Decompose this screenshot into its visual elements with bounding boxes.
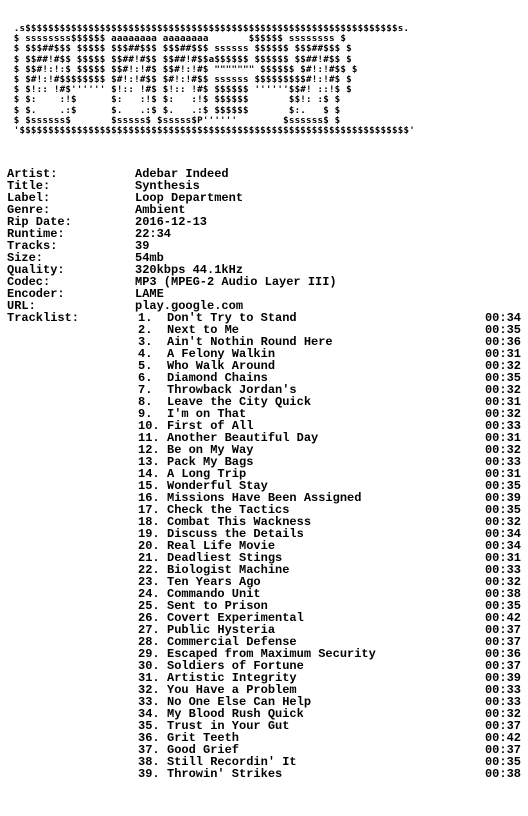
track-title: Public Hysteria (167, 623, 276, 637)
info-label: Tracks: (7, 239, 58, 253)
track-number: 34. (138, 707, 160, 721)
track-number: 6. (138, 371, 153, 385)
track-number: 7. (138, 383, 153, 397)
info-value: 39 (135, 239, 150, 253)
info-value: 54mb (135, 251, 164, 265)
info-row (7, 192, 521, 204)
track-number: 26. (138, 611, 160, 625)
track-title: You Have a Problem (167, 683, 297, 697)
track-title: Covert Experimental (167, 611, 304, 625)
track-number: 21. (138, 551, 160, 565)
info-value: Loop Department (135, 191, 244, 205)
track-duration: 00:37 (484, 719, 521, 733)
track-title: Still Recordin' It (167, 755, 297, 769)
track-duration: 00:39 (484, 671, 521, 685)
info-label: Genre: (7, 203, 51, 217)
track-number: 25. (138, 599, 160, 613)
track-duration: 00:36 (484, 335, 521, 349)
track-title: Ain't Nothin Round Here (167, 335, 333, 349)
track-number: 39. (138, 767, 160, 781)
info-row (7, 288, 521, 300)
track-duration: 00:37 (484, 635, 521, 649)
track-title: Commercial Defense (167, 635, 297, 649)
info-row (7, 216, 521, 228)
track-title: Soldiers of Fortune (167, 659, 304, 673)
info-value: LAME (135, 287, 164, 301)
track-number: 27. (138, 623, 160, 637)
release-info (7, 168, 521, 780)
track-title: Biologist Machine (167, 563, 290, 577)
track-number: 13. (138, 455, 160, 469)
track-title: Artistic Integrity (167, 671, 297, 685)
track-title: Don't Try to Stand (167, 311, 297, 325)
track-number: 33. (138, 695, 160, 709)
track-duration: 00:31 (484, 395, 521, 409)
track-row (7, 312, 521, 324)
track-title: Missions Have Been Assigned (167, 491, 362, 505)
track-title: Trust in Your Gut (167, 719, 290, 733)
track-title: Who Walk Around (167, 359, 276, 373)
info-value: Ambient (135, 203, 186, 217)
track-number: 1. (138, 311, 153, 325)
track-duration: 00:32 (484, 443, 521, 457)
track-number: 9. (138, 407, 153, 421)
track-duration: 00:37 (484, 623, 521, 637)
track-number: 16. (138, 491, 160, 505)
info-label: Runtime: (7, 227, 65, 241)
track-number: 23. (138, 575, 160, 589)
info-value: MP3 (MPEG-2 Audio Layer III) (135, 275, 337, 289)
track-duration: 00:35 (484, 371, 521, 385)
track-row (7, 444, 521, 456)
info-label: URL: (7, 299, 36, 313)
track-title: Combat This Wackness (167, 515, 312, 529)
track-title: Discuss the Details (167, 527, 304, 541)
track-duration: 00:32 (484, 383, 521, 397)
track-title: A Long Trip (167, 467, 247, 481)
track-row (7, 396, 521, 408)
track-title: First of All (167, 419, 254, 433)
track-title: Diamond Chains (167, 371, 268, 385)
track-duration: 00:35 (484, 323, 521, 337)
track-number: 2. (138, 323, 153, 337)
track-title: I'm on That (167, 407, 247, 421)
track-number: 10. (138, 419, 160, 433)
info-value: Adebar Indeed (135, 167, 229, 181)
track-number: 4. (138, 347, 153, 361)
track-number: 30. (138, 659, 160, 673)
track-duration: 00:37 (484, 659, 521, 673)
track-number: 29. (138, 647, 160, 661)
track-number: 15. (138, 479, 160, 493)
track-title: Be on My Way (167, 443, 254, 457)
track-duration: 00:42 (484, 731, 521, 745)
info-value: play.google.com (135, 299, 244, 313)
track-number: 8. (138, 395, 153, 409)
track-row (7, 576, 521, 588)
track-title: Grit Teeth (167, 731, 240, 745)
track-number: 12. (138, 443, 160, 457)
track-row (7, 720, 521, 732)
track-duration: 00:35 (484, 755, 521, 769)
info-row (7, 228, 521, 240)
track-duration: 00:33 (484, 563, 521, 577)
track-row (7, 432, 521, 444)
track-row (7, 564, 521, 576)
info-label: Encoder: (7, 287, 65, 301)
track-duration: 00:39 (484, 491, 521, 505)
track-number: 3. (138, 335, 153, 349)
track-number: 5. (138, 359, 153, 373)
track-duration: 00:32 (484, 515, 521, 529)
track-title: Wonderful Stay (167, 479, 268, 493)
info-label: Rip Date: (7, 215, 72, 229)
info-label: Codec: (7, 275, 51, 289)
track-row (7, 456, 521, 468)
info-label: Quality: (7, 263, 65, 277)
track-number: 17. (138, 503, 160, 517)
track-duration: 00:32 (484, 359, 521, 373)
track-title: Next to Me (167, 323, 240, 337)
track-number: 38. (138, 755, 160, 769)
track-title: Escaped from Maximum Security (167, 647, 376, 661)
track-number: 11. (138, 431, 160, 445)
info-value: 22:34 (135, 227, 172, 241)
track-duration: 00:35 (484, 503, 521, 517)
info-label: Title: (7, 179, 51, 193)
track-title: My Blood Rush Quick (167, 707, 304, 721)
info-fields (7, 168, 521, 312)
track-title: Throwback Jordan's (167, 383, 297, 397)
track-duration: 00:31 (484, 347, 521, 361)
ascii-art-banner: .s$$$$$$$$$$$$$$$$$$$$$$$$$$$$$$$$$$$$$$$$$$$$$$$$$$$$$$$$$$$$$$$$$s. $ ssssssss$$$$$$ aaaaaaaa aaaaaaaa $$$$$$ ssssssss $ $ $$$##$$$ $$$$$ $$$##$$$ $$$##$$$ ssssss $$$$$$ $$$##$$$ $ $ $$##!#$$ $$$$$ $$##!#$$ $$##!#$$a$$$$$$ $$$$$$ $$##!#$$ $ $ $$#!:!:$ $$$$$ $$#!:!#$ $$#!:!#$ """"""" $$$$$$ $#!:!#$$ $ $ $#!:!#$$$$$$$$ $#!:!#$$ $#!:!#$$ ssssss $$$$$$$$$#!:!#$ $ $ $!:: !#$'''''' $!:: !#$ $!:: !#$ $$$$$$ ''''''$$#! ::!$ $ $ $: :!$ $: :!$ $: :!$ $$$$$$ $$!: :$ $ $ $. .:$ $. .:$ $. .:$ $$$$$$ $:. $ $ $ $ssssss$ $sssss$ $sssss$P'''''' $ssssss$ $ '$$$$$$$$$$$$$$$$$$$$$$$$$$$$$$$$$$$$$$$$$$$$$$$$$$$$$$$$$$$$$$$$$$$$' (13, 24, 415, 137)
track-number: 31. (138, 671, 160, 685)
track-title: A Felony Walkin (167, 347, 276, 361)
tracklist (7, 312, 521, 780)
track-duration: 00:35 (484, 479, 521, 493)
track-title: Check the Tactics (167, 503, 290, 517)
track-duration: 00:33 (484, 419, 521, 433)
track-number: 22. (138, 563, 160, 577)
track-number: 14. (138, 467, 160, 481)
track-title: Real Life Movie (167, 539, 276, 553)
track-number: 24. (138, 587, 160, 601)
track-duration: 00:34 (484, 539, 521, 553)
track-duration: 00:33 (484, 683, 521, 697)
info-row (7, 168, 521, 180)
track-number: 19. (138, 527, 160, 541)
info-label: Size: (7, 251, 44, 265)
track-title: Commando Unit (167, 587, 261, 601)
info-row (7, 252, 521, 264)
track-title: Ten Years Ago (167, 575, 261, 589)
track-number: 32. (138, 683, 160, 697)
track-duration: 00:31 (484, 431, 521, 445)
track-number: 37. (138, 743, 160, 757)
track-number: 36. (138, 731, 160, 745)
track-duration: 00:31 (484, 551, 521, 565)
track-duration: 00:33 (484, 695, 521, 709)
track-duration: 00:35 (484, 599, 521, 613)
track-title: No One Else Can Help (167, 695, 312, 709)
track-row (7, 408, 521, 420)
info-value: 2016-12-13 (135, 215, 208, 229)
track-duration: 00:32 (484, 575, 521, 589)
track-title: Pack My Bags (167, 455, 254, 469)
track-duration: 00:34 (484, 527, 521, 541)
tracklist-label: Tracklist: (7, 311, 80, 325)
track-duration: 00:33 (484, 455, 521, 469)
track-duration: 00:38 (484, 767, 521, 781)
track-number: 35. (138, 719, 160, 733)
track-title: Good Grief (167, 743, 240, 757)
track-number: 18. (138, 515, 160, 529)
info-label: Label: (7, 191, 51, 205)
track-duration: 00:37 (484, 743, 521, 757)
track-title: Leave the City Quick (167, 395, 312, 409)
info-label: Artist: (7, 167, 58, 181)
info-row (7, 180, 521, 192)
track-row (7, 732, 521, 744)
track-duration: 00:32 (484, 407, 521, 421)
track-title: Throwin' Strikes (167, 767, 283, 781)
info-row (7, 204, 521, 216)
track-duration: 00:32 (484, 707, 521, 721)
track-duration: 00:34 (484, 311, 521, 325)
track-duration: 00:36 (484, 647, 521, 661)
track-number: 20. (138, 539, 160, 553)
track-duration: 00:42 (484, 611, 521, 625)
track-duration: 00:38 (484, 587, 521, 601)
track-duration: 00:31 (484, 467, 521, 481)
track-number: 28. (138, 635, 160, 649)
track-title: Sent to Prison (167, 599, 268, 613)
info-row (7, 276, 521, 288)
info-row (7, 240, 521, 252)
track-row (7, 768, 521, 780)
info-value: Synthesis (135, 179, 200, 193)
info-value: 320kbps 44.1kHz (135, 263, 244, 277)
track-title: Another Beautiful Day (167, 431, 319, 445)
track-title: Deadliest Stings (167, 551, 283, 565)
